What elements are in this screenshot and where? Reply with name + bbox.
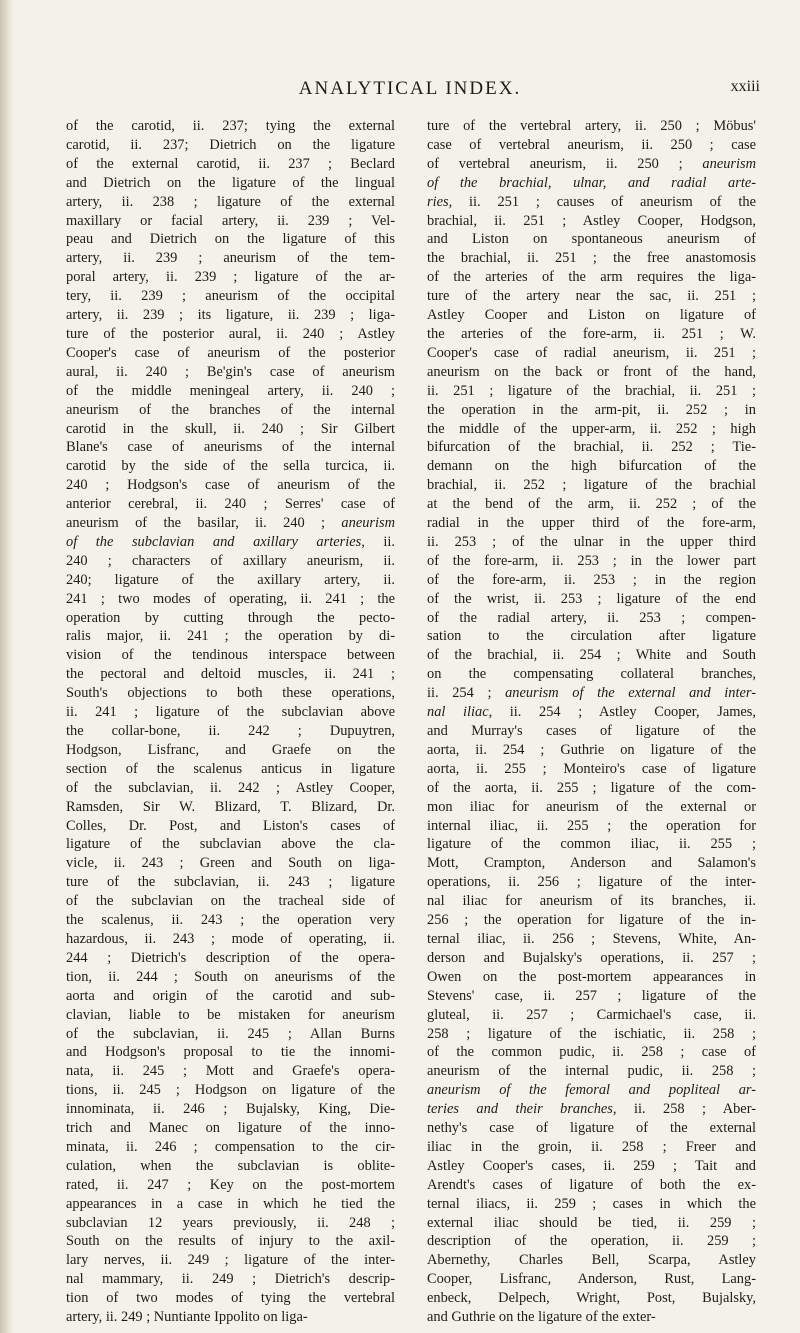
index-line: bifurcation of the brachial, ii. 252 ; Tie-: [427, 439, 756, 456]
index-line: nethy's case of ligature of the external: [427, 1120, 756, 1137]
index-line: 256 ; the operation for ligature of the in-: [427, 912, 756, 929]
index-line: culation, when the subclavian is oblite-: [66, 1157, 395, 1174]
index-line: of the fore-arm, ii. 253 ; in the region: [427, 571, 756, 588]
index-line: Astley Cooper's cases, ii. 259 ; Tait and: [427, 1157, 756, 1174]
index-line: tions, ii. 245 ; Hodgson on ligature of the: [66, 1082, 395, 1099]
index-line: the pectoral and deltoid muscles, ii. 241 ;: [66, 666, 395, 683]
index-line: brachial, ii. 252 ; ligature of the brachial: [427, 477, 756, 494]
index-line: tion of two modes of tying the vertebral: [66, 1290, 395, 1307]
index-line: ries, ii. 251 ; causes of aneurism of the: [427, 193, 756, 210]
index-line: carotid by the side of the sella turcica, ii.: [66, 458, 395, 475]
index-line: clavian, liable to be mistaken for aneurism: [66, 1006, 395, 1023]
index-line: and Dietrich on the ligature of the lingual: [66, 174, 395, 191]
index-line: at the bend of the arm, ii. 252 ; of the: [427, 496, 756, 513]
index-line: nal iliac for aneurism of its branches, ii.: [427, 893, 756, 910]
index-line: of the aorta, ii. 255 ; ligature of the com-: [427, 779, 756, 796]
index-line: artery, ii. 239 ; aneurism of the tem-: [66, 250, 395, 267]
index-line: of the subclavian, ii. 245 ; Allan Burns: [66, 1025, 395, 1042]
page-binding-edge: [0, 0, 14, 1333]
index-line: ture of the subclavian, ii. 243 ; ligature: [66, 874, 395, 891]
index-line: of the subclavian, ii. 242 ; Astley Cooper,: [66, 779, 395, 796]
index-line: sation to the circulation after ligature: [427, 628, 756, 645]
index-line: brachial, ii. 251 ; Astley Cooper, Hodgson,: [427, 212, 756, 229]
index-line: and Guthrie on the ligature of the exter-: [427, 1309, 656, 1326]
index-line: Colles, Dr. Post, and Liston's cases of: [66, 817, 395, 834]
index-line: the operation in the arm-pit, ii. 252 ; in: [427, 401, 756, 418]
index-line: carotid, ii. 237; Dietrich on the ligature: [66, 136, 395, 153]
index-line: ture of the posterior aural, ii. 240 ; Astley: [66, 325, 395, 342]
index-line: aorta, ii. 254 ; Guthrie on ligature of the: [427, 741, 756, 758]
index-line: ii. 254 ; aneurism of the external and inter-: [427, 685, 756, 702]
index-line: Astley Cooper and Liston on ligature of: [427, 307, 756, 324]
index-line: of the arteries of the arm requires the liga-: [427, 269, 756, 286]
index-body: [66, 117, 756, 1326]
index-line: teries and their branches, ii. 258 ; Aber-: [427, 1101, 756, 1118]
index-line: aorta and origin of the carotid and sub-: [66, 987, 395, 1004]
index-line: peau and Dietrich on the ligature of this: [66, 231, 395, 248]
index-line: ralis major, ii. 241 ; the operation by di-: [66, 628, 395, 645]
index-line: lary nerves, ii. 249 ; ligature of the inter-: [66, 1252, 395, 1269]
index-line: Ramsden, Sir W. Blizard, T. Blizard, Dr.: [66, 798, 395, 815]
index-line: Hodgson, Lisfranc, and Graefe on the: [66, 741, 395, 758]
index-line: of the middle meningeal artery, ii. 240 ;: [66, 382, 395, 399]
index-line: nata, ii. 245 ; Mott and Graefe's opera-: [66, 1063, 395, 1080]
index-line: Mott, Crampton, Anderson and Salamon's: [427, 855, 756, 872]
index-line: South on the results of injury to the axil-: [66, 1233, 395, 1250]
index-line: vision of the tendinous interspace between: [66, 647, 395, 664]
index-line: section of the scalenus anticus in ligature: [66, 760, 395, 777]
index-line: ligature of the common iliac, ii. 255 ;: [427, 836, 756, 853]
index-line: artery, ii. 249 ; Nuntiante Ippolito on liga-: [66, 1309, 308, 1326]
index-line: anterior cerebral, ii. 240 ; Serres' case of: [66, 496, 395, 513]
index-line: of the subclavian on the tracheal side of: [66, 893, 395, 910]
index-line: 258 ; ligature of the ischiatic, ii. 258 ;: [427, 1025, 756, 1042]
index-line: rated, ii. 247 ; Key on the post-mortem: [66, 1176, 395, 1193]
index-line: aneurism of the basilar, ii. 240 ; aneurism: [66, 515, 395, 532]
index-line: aural, ii. 240 ; Be'gin's case of aneurism: [66, 363, 395, 380]
index-line: 240; ligature of the axillary artery, ii.: [66, 571, 395, 588]
index-line: radial in the upper third of the fore-arm,: [427, 515, 756, 532]
index-line: of the brachial, ii. 254 ; White and South: [427, 647, 756, 664]
index-line: demann on the high bifurcation of the: [427, 458, 756, 475]
index-line: 240 ; characters of axillary aneurism, ii.: [66, 552, 395, 569]
index-line: aorta, ii. 255 ; Monteiro's case of ligature: [427, 760, 756, 777]
index-line: nal iliac, ii. 254 ; Astley Cooper, James,: [427, 704, 756, 721]
index-line: Stevens' case, ii. 257 ; ligature of the: [427, 987, 756, 1004]
index-line: ii. 251 ; ligature of the brachial, ii. 251 ;: [427, 382, 756, 399]
index-line: the arteries of the fore-arm, ii. 251 ; W.: [427, 325, 756, 342]
index-line: Cooper's case of aneurism of the posterior: [66, 344, 395, 361]
page-title: ANALYTICAL INDEX.: [298, 78, 522, 99]
index-line: the collar-bone, ii. 242 ; Dupuytren,: [66, 723, 395, 739]
index-line: 241 ; two modes of operating, ii. 241 ; the: [66, 590, 395, 607]
index-line: South's objections to both these operations,: [66, 685, 395, 702]
index-line: tion, ii. 244 ; South on aneurisms of the: [66, 968, 395, 985]
index-line: of the radial artery, ii. 253 ; compen-: [427, 609, 756, 626]
index-line: internal iliac, ii. 255 ; the operation for: [427, 817, 756, 834]
index-line: 240 ; Hodgson's case of aneurism of the: [66, 477, 395, 494]
index-line: aneurism on the back or front of the hand,: [427, 363, 756, 380]
left-column: [66, 117, 395, 1327]
index-line: mon iliac for aneurism of the external or: [427, 798, 756, 815]
index-line: artery, ii. 239 ; its ligature, ii. 239 ; liga-: [66, 307, 395, 324]
index-line: external iliac should be tied, ii. 259 ;: [427, 1214, 756, 1231]
index-line: iliac in the groin, ii. 258 ; Freer and: [427, 1138, 756, 1155]
index-line: ture of the artery near the sac, ii. 251 ;: [427, 288, 756, 305]
page-number: xxiii: [730, 78, 760, 95]
index-line: appearances in a case in which he tied the: [66, 1195, 395, 1212]
index-line: and Murray's cases of ligature of the: [427, 723, 756, 739]
index-line: of the common pudic, ii. 258 ; case of: [427, 1044, 756, 1061]
index-line: hazardous, ii. 243 ; mode of operating, ii.: [66, 930, 395, 947]
index-line: aneurism of the internal pudic, ii. 258 ;: [427, 1063, 756, 1080]
index-line: innominata, ii. 246 ; Bujalsky, King, Die-: [66, 1101, 395, 1118]
index-line: the middle of the upper-arm, ii. 252 ; high: [427, 420, 756, 437]
index-line: Arendt's cases of ligature of both the ex-: [427, 1176, 756, 1193]
index-line: Cooper's case of radial aneurism, ii. 251 ;: [427, 344, 756, 361]
running-header: [60, 78, 760, 108]
index-line: Owen on the post-mortem appearances in: [427, 968, 756, 985]
index-line: Blane's case of aneurisms of the internal: [66, 439, 395, 456]
index-line: Abernethy, Charles Bell, Scarpa, Astley: [427, 1252, 756, 1269]
index-line: ternal iliac, ii. 256 ; Stevens, White, An-: [427, 930, 756, 947]
index-line: minata, ii. 246 ; compensation to the cir-: [66, 1138, 395, 1155]
index-line: maxillary or facial artery, ii. 239 ; Vel-: [66, 212, 395, 229]
index-line: the brachial, ii. 251 ; the free anastomosis: [427, 250, 756, 267]
index-line: enbeck, Delpech, Wright, Post, Bujalsky,: [427, 1290, 756, 1307]
right-column: [427, 117, 756, 1327]
index-line: of vertebral aneurism, ii. 250 ; aneurism: [427, 155, 756, 172]
index-line: of the carotid, ii. 237; tying the external: [66, 118, 395, 134]
index-line: ternal iliacs, ii. 259 ; cases in which the: [427, 1195, 756, 1212]
index-line: tery, ii. 239 ; aneurism of the occipital: [66, 288, 395, 305]
index-line: of the fore-arm, ii. 253 ; in the lower part: [427, 552, 756, 569]
index-line: aneurism of the branches of the internal: [66, 401, 395, 418]
index-line: of the external carotid, ii. 237 ; Beclard: [66, 155, 395, 172]
index-line: of the brachial, ulnar, and radial arte-: [427, 174, 756, 191]
index-line: and Liston on spontaneous aneurism of: [427, 231, 756, 248]
index-line: 244 ; Dietrich's description of the opera-: [66, 949, 395, 966]
index-line: and Hodgson's proposal to tie the innomi-: [66, 1044, 395, 1061]
index-line: artery, ii. 238 ; ligature of the external: [66, 193, 395, 210]
index-line: aneurism of the femoral and popliteal ar-: [427, 1082, 756, 1099]
index-line: case of vertebral aneurism, ii. 250 ; case: [427, 136, 756, 153]
index-line: ii. 253 ; of the ulnar in the upper third: [427, 533, 756, 550]
index-line: description of the operation, ii. 259 ;: [427, 1233, 756, 1250]
index-line: vicle, ii. 243 ; Green and South on liga-: [66, 855, 395, 872]
index-line: operations, ii. 256 ; ligature of the inter-: [427, 874, 756, 891]
index-line: nal mammary, ii. 249 ; Dietrich's descrip-: [66, 1271, 395, 1288]
index-line: ligature of the subclavian above the cla-: [66, 836, 395, 853]
index-line: ture of the vertebral artery, ii. 250 ; Möbus': [427, 118, 756, 134]
index-line: trich and Manec on ligature of the inno-: [66, 1120, 395, 1137]
index-line: ii. 241 ; ligature of the subclavian above: [66, 704, 395, 721]
index-line: on the compensating collateral branches,: [427, 666, 756, 683]
index-line: of the subclavian and axillary arteries, ii.: [66, 533, 395, 550]
index-line: poral artery, ii. 239 ; ligature of the ar-: [66, 269, 395, 286]
index-line: carotid in the skull, ii. 240 ; Sir Gilbert: [66, 420, 395, 437]
index-line: the scalenus, ii. 243 ; the operation very: [66, 912, 395, 929]
index-line: of the wrist, ii. 253 ; ligature of the end: [427, 590, 756, 607]
index-line: gluteal, ii. 257 ; Carmichael's case, ii.: [427, 1006, 756, 1023]
index-line: Cooper, Lisfranc, Anderson, Rust, Lang-: [427, 1271, 756, 1288]
index-line: operation by cutting through the pecto-: [66, 609, 395, 626]
index-line: derson and Bujalsky's operations, ii. 257 ;: [427, 949, 756, 966]
index-line: subclavian 12 years previously, ii. 248 ;: [66, 1214, 395, 1231]
